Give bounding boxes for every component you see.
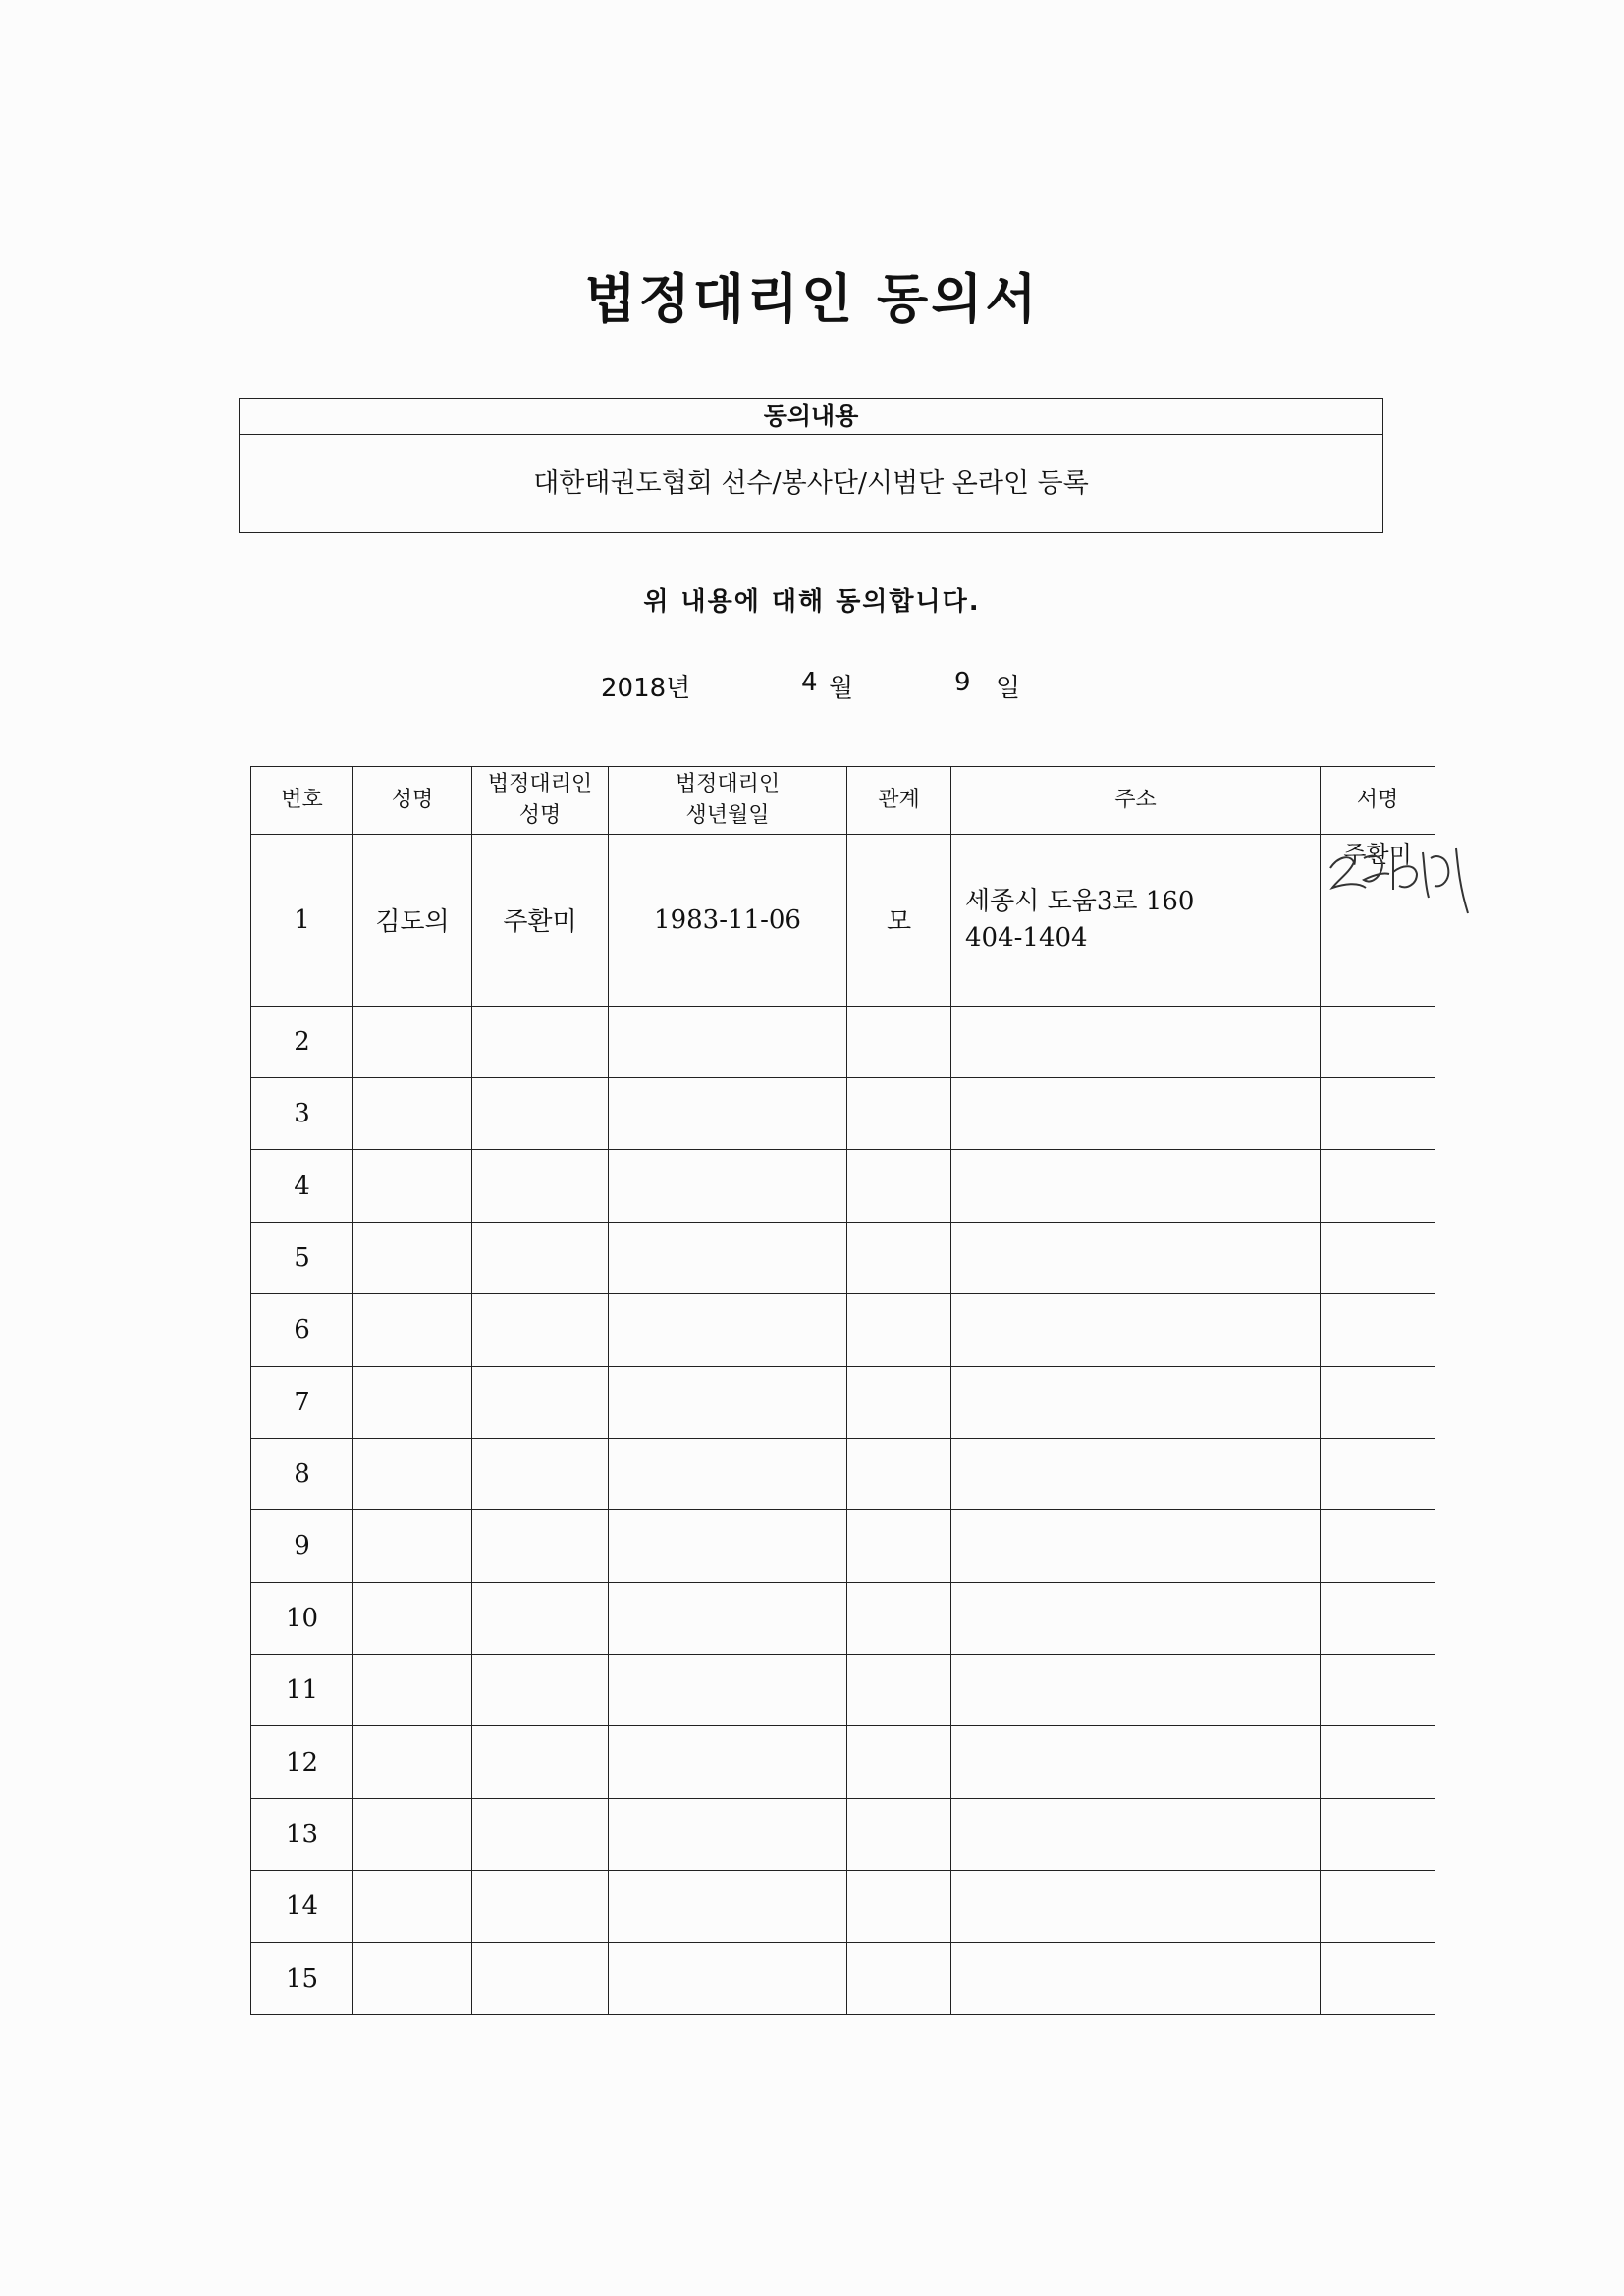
table-row [251,1871,1435,1942]
cell-guardian-birth [609,1871,847,1942]
cell-guardian-name [472,1366,609,1438]
cell-relation [847,1438,951,1509]
cell-guardian-birth [609,1150,847,1222]
cell-name [353,1438,472,1509]
cell-address [951,1510,1321,1582]
cell-no: 4 [251,1150,353,1222]
consent-header: 동의내용 [240,399,1382,435]
cell-no: 7 [251,1366,353,1438]
cell-address [951,1078,1321,1150]
table-row [251,1366,1435,1438]
cell-address [951,1726,1321,1798]
cell-signature [1321,1366,1435,1438]
cell-address [951,1438,1321,1509]
table-row [251,1294,1435,1366]
cell-signature [1321,1222,1435,1293]
cell-guardian-birth [609,1078,847,1150]
cell-no: 6 [251,1294,353,1366]
table-row [251,1655,1435,1726]
cell-guardian-birth [609,1438,847,1509]
cell-relation [847,1222,951,1293]
cell-name [353,1366,472,1438]
header-guardian-birth-line1: 법정대리인 [675,772,781,797]
cell-name [353,1582,472,1654]
header-guardian-name-line2: 성명 [518,803,562,828]
cell-relation [847,1078,951,1150]
cell-address [951,1366,1321,1438]
cell-name [353,1655,472,1726]
table-header-row [251,767,1435,835]
cell-address [951,1294,1321,1366]
signature-printed-name: 주환미 [1343,841,1412,868]
cell-signature [1321,1726,1435,1798]
cell-guardian-birth [609,1366,847,1438]
cell-name [353,1726,472,1798]
cell-address-line2: 404-1404 [965,922,1088,953]
cell-address [951,1006,1321,1077]
cell-relation [847,1150,951,1222]
cell-signature [1321,1942,1435,2014]
cell-address [951,1582,1321,1654]
registration-table [250,766,1435,2015]
cell-no: 12 [251,1726,353,1798]
table-row [251,1006,1435,1077]
cell-signature [1321,1871,1435,1942]
cell-no: 15 [251,1942,353,2014]
table-row [251,1942,1435,2014]
cell-guardian-name [472,1006,609,1077]
cell-guardian-name [472,1150,609,1222]
cell-address [951,1871,1321,1942]
cell-address [951,1222,1321,1293]
table-row [251,835,1435,1007]
cell-name [353,1510,472,1582]
cell-relation [847,1726,951,1798]
cell-guardian-birth [609,1294,847,1366]
cell-signature [1321,1438,1435,1509]
cell-address [951,835,1321,1007]
table-row [251,1438,1435,1509]
cell-guardian-name [472,1510,609,1582]
cell-no: 14 [251,1871,353,1942]
cell-relation [847,1006,951,1077]
cell-name [353,1942,472,2014]
cell-no: 10 [251,1582,353,1654]
cell-guardian-name [472,1726,609,1798]
date-day-value: 9 [954,668,971,697]
cell-signature [1321,1510,1435,1582]
header-relation: 관계 [847,767,951,835]
cell-guardian-birth [609,1222,847,1293]
cell-name [353,1871,472,1942]
date-year: 2018년 [601,674,691,703]
table-row [251,1510,1435,1582]
header-address: 주소 [951,767,1321,835]
cell-no: 3 [251,1078,353,1150]
agree-statement: 위 내용에 대해 동의합니다. [643,587,981,617]
cell-guardian-name: 주환미 [472,835,609,1007]
cell-signature [1321,1582,1435,1654]
header-guardian-name-line1: 법정대리인 [487,772,593,797]
cell-guardian-name [472,1438,609,1509]
cell-address [951,1942,1321,2014]
cell-relation [847,1366,951,1438]
table-row [251,1798,1435,1870]
date-month-value: 4 [801,668,818,697]
cell-guardian-name [472,1222,609,1293]
date-month-unit: 월 [829,674,854,703]
cell-signature [1321,1294,1435,1366]
cell-signature [1321,1078,1435,1150]
cell-guardian-birth [609,1798,847,1870]
cell-name [353,1294,472,1366]
table-row [251,1222,1435,1293]
cell-no: 2 [251,1006,353,1077]
cell-no: 9 [251,1510,353,1582]
cell-relation [847,1798,951,1870]
cell-guardian-name [472,1582,609,1654]
cell-relation [847,1871,951,1942]
cell-signature [1321,1655,1435,1726]
cell-guardian-birth: 1983-11-06 [609,835,847,1007]
header-guardian-birth [609,767,847,835]
table-row [251,1150,1435,1222]
cell-relation [847,1942,951,2014]
cell-guardian-name [472,1294,609,1366]
cell-relation [847,1510,951,1582]
cell-guardian-birth [609,1942,847,2014]
cell-guardian-name [472,1655,609,1726]
cell-guardian-name [472,1871,609,1942]
header-signature: 서명 [1321,767,1435,835]
handwritten-signature-icon [1321,829,1478,917]
table-row [251,1582,1435,1654]
cell-relation [847,1582,951,1654]
header-guardian-birth-line2: 생년월일 [685,803,770,828]
cell-guardian-name [472,1798,609,1870]
cell-address [951,1798,1321,1870]
cell-signature [1321,1798,1435,1870]
header-guardian-name [472,767,609,835]
cell-relation [847,1294,951,1366]
page-title: 법정대리인 동의서 [584,267,1040,330]
cell-name [353,1006,472,1077]
table-row [251,1726,1435,1798]
consent-box [239,398,1383,533]
cell-guardian-name [472,1078,609,1150]
cell-guardian-birth [609,1582,847,1654]
header-no: 번호 [251,767,353,835]
table-row [251,1078,1435,1150]
cell-guardian-birth [609,1655,847,1726]
cell-relation: 모 [847,835,951,1007]
cell-no: 8 [251,1438,353,1509]
date-day-unit: 일 [996,674,1021,703]
cell-no: 5 [251,1222,353,1293]
header-name: 성명 [353,767,472,835]
cell-address-line1: 세종시 도움3로 160 [965,887,1195,917]
cell-name [353,1798,472,1870]
cell-name [353,1150,472,1222]
cell-name [353,1078,472,1150]
cell-address [951,1655,1321,1726]
cell-relation [847,1655,951,1726]
cell-no: 13 [251,1798,353,1870]
cell-no: 1 [251,835,353,1007]
cell-no: 11 [251,1655,353,1726]
consent-body: 대한태권도협회 선수/봉사단/시범단 온라인 등록 [533,468,1089,499]
signature-area [1321,835,1435,1006]
cell-signature [1321,835,1435,1007]
cell-name: 김도의 [353,835,472,1007]
cell-name [353,1222,472,1293]
cell-guardian-name [472,1942,609,2014]
cell-guardian-birth [609,1726,847,1798]
cell-signature [1321,1006,1435,1077]
cell-address [951,1150,1321,1222]
cell-guardian-birth [609,1510,847,1582]
cell-guardian-birth [609,1006,847,1077]
cell-signature [1321,1150,1435,1222]
